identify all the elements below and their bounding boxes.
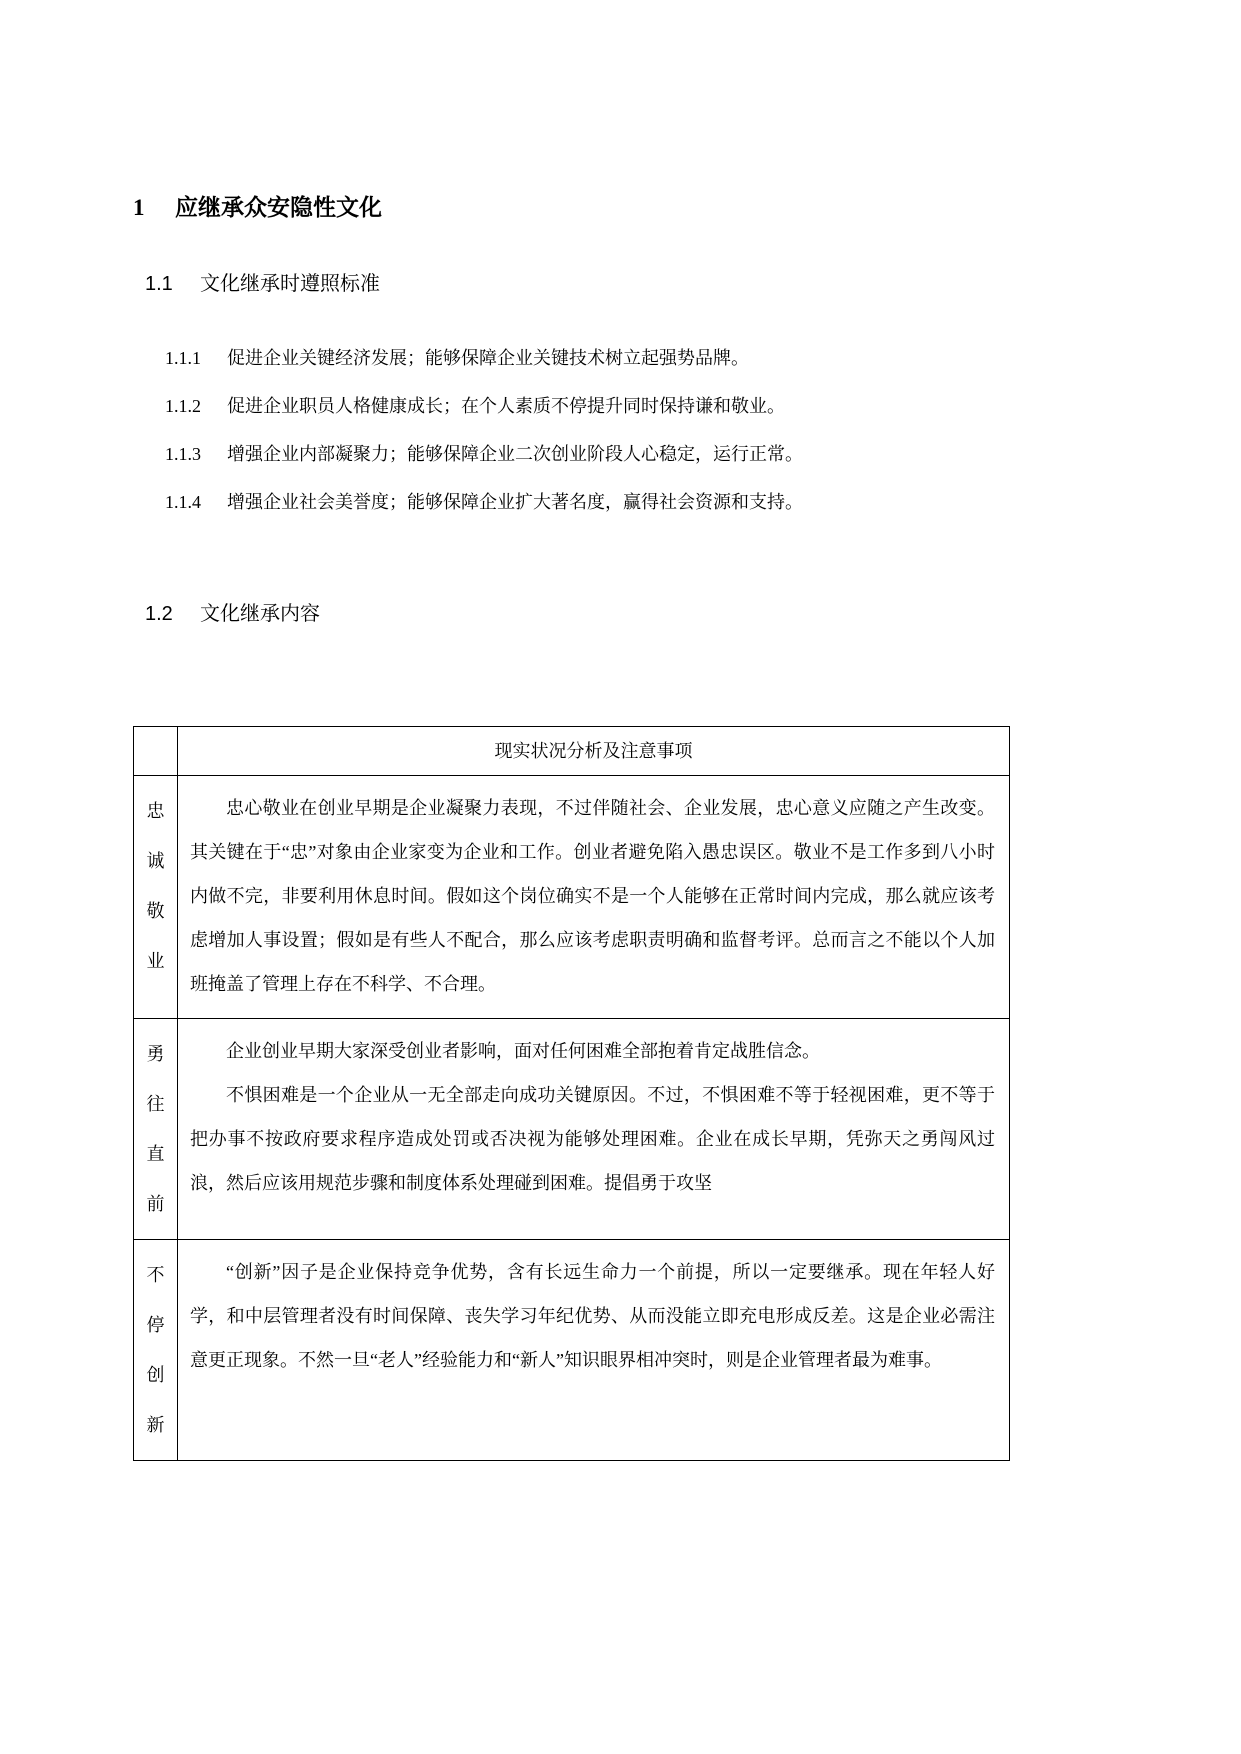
section-1-2-heading	[133, 600, 1010, 628]
clause-number: 1.1.1	[165, 348, 201, 368]
table-header-row	[134, 727, 1010, 776]
row-label: 忠诚敬业	[146, 801, 165, 971]
row-label-cell	[134, 1240, 178, 1461]
table-row	[134, 776, 1010, 1019]
row-content-cell	[178, 776, 1010, 1019]
clause-text: 增强企业内部凝聚力；能够保障企业二次创业阶段人心稳定，运行正常。	[227, 444, 803, 464]
clause-text: 促进企业关键经济发展；能够保障企业关键技术树立起强势品牌。	[227, 348, 749, 368]
row-paragraph: “创新”因子是企业保持竞争优势，含有长远生命力一个前提，所以一定要继承。现在年轻人好学，和中层管理者没有时间保障、丧失学习年纪优势、从而没能立即充电形成反差。这是企业必需注意更正现象。不然一旦“老人”经验能力和“新人”知识眼界相冲突时，则是企业管理者最为难事。	[190, 1262, 995, 1370]
row-paragraph: 企业创业早期大家深受创业者影响，面对任何困难全部抱着肯定战胜信念。	[226, 1041, 820, 1061]
row-label: 不停创新	[146, 1265, 165, 1435]
row-label-cell	[134, 1019, 178, 1240]
clause-list	[133, 345, 1010, 515]
table-header-empty-cell	[134, 727, 178, 776]
clause-text: 增强企业社会美誉度；能够保障企业扩大著名度，赢得社会资源和支持。	[227, 492, 803, 512]
culture-inheritance-table	[133, 726, 1010, 1461]
list-item	[165, 393, 1010, 419]
clause-text: 促进企业职员人格健康成长；在个人素质不停提升同时保持谦和敬业。	[227, 396, 785, 416]
table-row	[134, 1240, 1010, 1461]
list-item	[165, 441, 1010, 467]
row-paragraph: 忠心敬业在创业早期是企业凝聚力表现，不过伴随社会、企业发展，忠心意义应随之产生改变。其关键在于“忠”对象由企业家变为企业和工作。创业者避免陷入愚忠误区。敬业不是工作多到八小时内做不完，非要利用休息时间。假如这个岗位确实不是一个人能够在正常时间内完成，那么就应该考虑增加人事设置；假如是有些人不配合，那么应该考虑职责明确和监督考评。总而言之不能以个人加班掩盖了管理上存在不科学、不合理。	[190, 798, 995, 994]
section-1-2-title: 文化继承内容	[200, 603, 320, 625]
chapter-heading	[133, 193, 1010, 223]
row-label-cell	[134, 776, 178, 1019]
chapter-title: 应继承众安隐性文化	[175, 195, 382, 220]
list-item	[165, 345, 1010, 371]
section-1-2-number: 1.2	[145, 603, 173, 625]
row-paragraph: 不惧困难是一个企业从一无全部走向成功关键原因。不过，不惧困难不等于轻视困难，更不等于把办事不按政府要求程序造成处罚或否决视为能够处理困难。企业在成长早期，凭弥天之勇闯风过浪，然后应该用规范步骤和制度体系处理碰到困难。提倡勇于攻坚	[190, 1085, 995, 1193]
clause-number: 1.1.4	[165, 492, 201, 512]
row-content-cell	[178, 1240, 1010, 1461]
table-header-cell: 现实状况分析及注意事项	[178, 727, 1010, 776]
clause-number: 1.1.2	[165, 396, 201, 416]
section-1-1-number: 1.1	[145, 273, 173, 295]
row-label: 勇往直前	[146, 1044, 165, 1214]
table-row	[134, 1019, 1010, 1240]
clause-number: 1.1.3	[165, 444, 201, 464]
chapter-number: 1	[133, 195, 145, 220]
section-1-1-heading	[133, 270, 1010, 298]
section-1-1-title: 文化继承时遵照标准	[200, 273, 380, 295]
list-item	[165, 489, 1010, 515]
row-content-cell	[178, 1019, 1010, 1240]
